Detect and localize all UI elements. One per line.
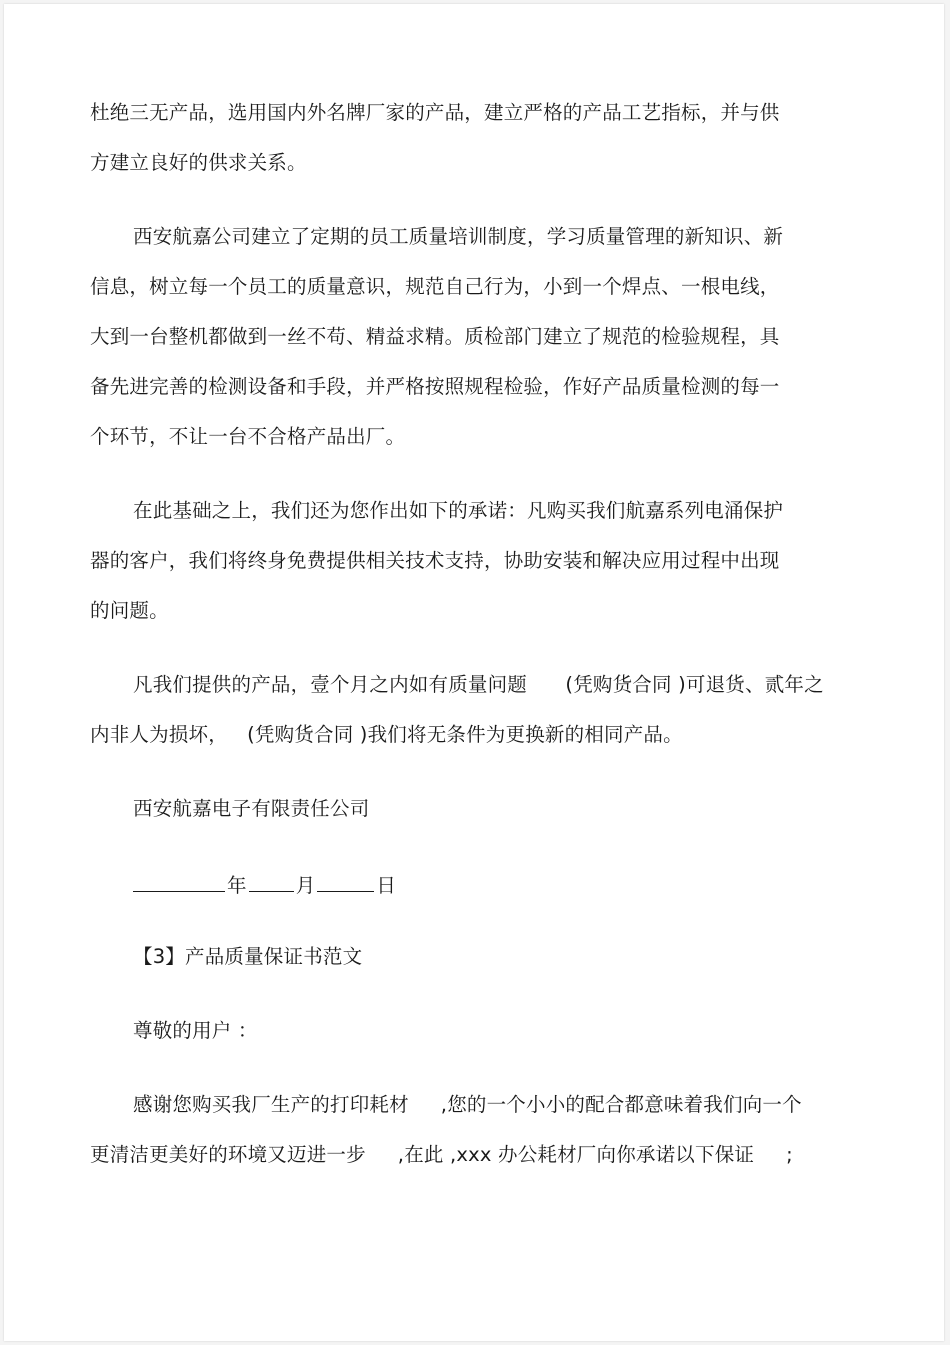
year-label: 年	[227, 874, 247, 897]
section-heading: 【3】产品质量保证书范文	[133, 945, 363, 968]
text-line: 的问题。	[90, 599, 169, 622]
text-line: 凡我们提供的产品，壹个月之内如有质量问题 (凭购货合同 )可退货、贰年之	[133, 673, 824, 696]
signature-company: 西安航嘉电子有限责任公司	[133, 797, 370, 820]
day-label: 日	[376, 874, 397, 897]
text-line: 方建立良好的供求关系。	[90, 151, 307, 174]
paragraph-commitment	[90, 499, 860, 623]
paragraph-quality-materials	[90, 101, 860, 175]
text-line: 杜绝三无产品，选用国内外名牌厂家的产品，建立严格的产品工艺指标，并与供	[90, 101, 780, 124]
text-line: 大到一台整机都做到一丝不苟、精益求精。质检部门建立了规范的检验规程，具	[90, 325, 780, 348]
salutation: 尊敬的用户 ：	[133, 1019, 258, 1042]
paragraph-closing	[90, 1093, 860, 1167]
text-line: 感谢您购买我厂生产的打印耗材 ,您的一个小小的配合都意味着我们向一个	[133, 1093, 802, 1116]
month-blank	[249, 871, 294, 892]
text-line: 更清洁更美好的环境又迈进一步 ,在此 ,xxx 办公耗材厂向你承诺以下保证 ;	[90, 1143, 793, 1166]
date-line	[90, 871, 860, 895]
document-body	[90, 101, 860, 1167]
month-label: 月	[295, 874, 316, 897]
text-line: 信息，树立每一个员工的质量意识，规范自己行为，小到一个焊点、一根电线，	[90, 275, 780, 298]
text-line: 在此基础之上，我们还为您作出如下的承诺：凡购买我们航嘉系列电涌保护	[133, 499, 784, 522]
paragraph-return-policy	[90, 673, 860, 747]
day-blank	[317, 871, 374, 892]
text-line: 西安航嘉公司建立了定期的员工质量培训制度，学习质量管理的新知识、新	[133, 225, 784, 248]
text-line: 备先进完善的检测设备和手段，并严格按照规程检验，作好产品质量检测的每一	[90, 375, 780, 398]
text-line: 个环节，不让一台不合格产品出厂。	[90, 425, 406, 448]
text-line: 内非人为损坏， (凭购货合同 )我们将无条件为更换新的相同产品。	[90, 723, 683, 746]
year-blank	[133, 871, 225, 892]
paragraph-training-system	[90, 225, 860, 449]
text-line: 器的客户，我们将终身免费提供相关技术支持，协助安装和解决应用过程中出现	[90, 549, 780, 572]
document-page	[4, 4, 944, 1341]
